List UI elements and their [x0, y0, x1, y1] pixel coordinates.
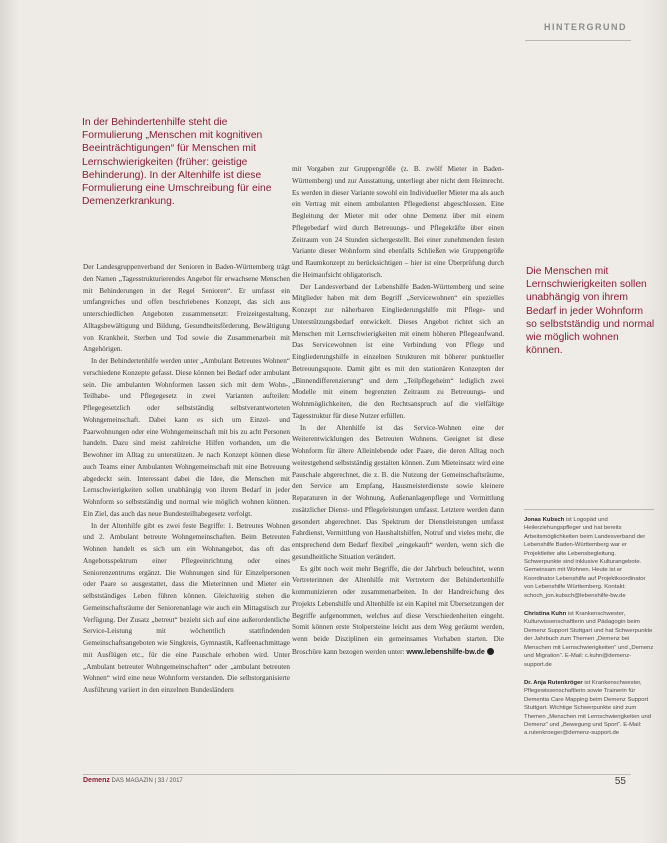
paragraph: Der Landesverband der Lebenshilfe Baden-Württemberg und seine Mitglieder haben mit dem Begriff „Servicewohnen“ ein spezielles Konzept zur näherbaren Eingliederungshilfe mit Pflege- und Unterstützungsbedarf entwickelt. Dieses Angebot richtet sich an Menschen mit Lernschwierigkeiten mit einem höheren Pflegeaufwand. Das Servicewohnen ist eine Verbindung von Pflege und Eingliederungshilfe in einzelnen Strukturen mit höherer punktueller Betreuungsquote. Damit gibt es mit den stationären Konzepten der „Binnendifferenzierung“ und dem „Teilpflegeheim“ lediglich zwei Modelle mit einem begrenzten Zeitraum zu Betreuungs- und Wohnmöglichkeiten, die den Rechtsanspruch auf die vielfältige Tagesstruktur für diese Nutzer erfüllen.	[292, 282, 504, 420]
paragraph: In der Altenhilfe ist das Service-Wohnen eine der Weiterentwicklungen des Betreuten Wohnens. Geeignet ist diese Wohnform für ältere Alleinlebende oder Paare, die deren Alltag noch weitestgehend selbstständig gestalten können. Zum Mieteinsatz wird eine Pauschale abgerechnet, die z. B. die Nutzung der Gemeinschaftsräume, den Service am Empfang, Hausmeisterdienste sowie kleinere Reparaturen in der Wohnung, Außenanlagenpflege und Vermittlung zusätzlicher Dienst- und Pflegeleistungen umfasst. Letztere werden dann gesondert abgerechnet. Das Spektrum der Dienstleistungen umfasst Fahrdienst, Vermittlung von Haushaltshilfen, Notruf und vieles mehr, die entsprechend dem Bedarf flexibel „eingekauft“ werden, wenn sich die gesundheitliche Situation verändert.	[292, 423, 504, 561]
author-entry	[524, 610, 654, 669]
magazine-name: Demenz	[83, 777, 110, 784]
author-bio: ist Krankenschwester, Kulturwissenschaftlerin und Pädagogin beim Demenz Support Stuttgart und hat Schwerpunkte der Jahrbuch zum Themen „Demenz bei Menschen mit Lernschwierigkeiten“ und „Demenz und Migration“. E-Mail: c.kuhn@demenz-support.de	[524, 611, 654, 668]
paragraph: mit Vorgaben zur Gruppengröße (z. B. zwölf Mieter in Baden-Württemberg) und zur Ausstattung, unterliegt aber nicht dem Heimrecht. Es werden in dieser Variante sowohl ein Individueller Mieter ma als auch ein Vertrag mit einem ambulanten Pflegedienst abgeschlossen. Eine Begleitung der Mieter mit oder ohne Demenz über mit einem Pflegebedarf wird durch Betreuungs- und Pflegekräfte über einen Zeitraum von 24 Stunden sichergestellt. Bei einer zunehmenden festen Variante dieser Wohnform sind ebenfalls Schließen wie Gruppengröße und Raumkonzept zu berücksichtigen – hier ist eine Überprüfung durch die Heimaufsicht obligatorisch.	[292, 165, 504, 279]
footer-magazine	[83, 777, 183, 784]
body-column-middle	[292, 164, 504, 659]
footer-divider	[83, 774, 631, 775]
author-entry	[524, 516, 654, 600]
page-number: 55	[614, 776, 626, 787]
pullquote-left: In der Behindertenhilfe steht die Formulierung „Menschen mit kognitiven Beeinträchtigungen“ für Menschen mit Lernschwierigkeiten (früher: geistige Behinderung). In der Altenhilfe ist diese Formulierung eine Umschreibung für eine Demenzerkrankung.	[82, 117, 272, 208]
arrow-circle-icon	[487, 648, 494, 655]
section-divider	[525, 40, 631, 41]
paragraph-text: Es gibt noch weit mehr Begriffe, die der Jahrbuch beleuchtet, wenn Vertreterinnen der Altenhilfe mit Vertretern der Behindertenhilfe kommunizieren oder zusammenarbeiten. In der Handreichung des Projekts Lebenshilfe und Altenhilfe ist ein Kapitel mit Übersetzungen der Begriffe aufgenommen, welches auf diese Verschiedenheiten eingeht. Somit können erste Stolpersteine leicht aus dem Weg geräumt werden, wenn beide Disziplinen ein gemeinsames Vorhaben starten. Die Broschüre kann bezogen werden unter:	[292, 564, 504, 656]
paragraph: Der Landesgruppenverband der Senioren in Baden-Württemberg trägt den Namen „Tagesstrukturierendes Angebot für erwachsene Menschen mit Behinderungen in der Regel Senioren“. Er umfasst ein umfangreiches und offen beschriebenes Konzept, das sich aus unterschiedlichen Angeboten zusammensetzt: Freizeitgestaltung, Alltagsbewältigung und Bildung, Gesundheitsförderung, Bewältigung von Krankheit, Sterben und Tod sowie die Zusammenarbeit mit Angehörigen.	[83, 263, 290, 354]
author-box	[524, 509, 654, 748]
author-divider	[524, 509, 654, 510]
author-bio: ist Logopäd und Heilerziehungspfleger und hat bereits Arbeitsmöglichkeiten beim Landesverband der Lebenshilfe Baden-Württemberg war er Projektleiter alte Lebensbegleitung. Schwerpunkte sind inklusive Kulturangebote. Gemeinsam mit Wohnen. Heute ist er Koordinator Lebenshilfe auf Projektkoordinator von Lebenshilfe Württemberg. Kontakt: schoch_jon.kubsch@lebenshilfe-bw.de	[524, 517, 646, 599]
paragraph: In der Altenhilfe gibt es zwei feste Begriffe: 1. Betreutes Wohnen und 2. Ambulant betreute Wohngemeinschaften. Beim Betreuten Wohnen handelt es sich um ein Wohnangebot, das oft das Angebotsspektrum einer Pflegeeinrichtung oder eines Seniorenzentrums ergänzt. Die Wohnungen sind für Einzelpersonen oder Paare so ausgestattet, dass die Mieterinnen und Mieter ein selbstständiges Leben führen können. Gleichzeitig stehen die Gemeinschaftsräume der Seniorenanlage wie auch ein Mittagstisch zur Verfügung. Der Zusatz „betreut“ bezieht sich auf eine außerordentliche Service-Leistung mit wöchentlich stattfindenden Gemeinschaftsangeboten wie Singkreis, Gymnastik, Kaffeenachmittage mit Ausflügen etc., für die eine Pauschale erhoben wird. Unter „Ambulant betreuter Wohngemeinschaften“ oder „ambulant betreuten Wohnen“ wird eine neue Wohnform verstanden. Die selbstorganisierte Ausführung variiert in den einzelnen Bundesländern	[83, 521, 290, 694]
lebenshilfe-link[interactable]: www.lebenshilfe-bw.de	[406, 646, 485, 656]
body-column-left	[83, 262, 290, 697]
issue-info: DAS MAGAZIN | 33 / 2017	[111, 778, 183, 784]
author-name: Jonas Kubsch	[524, 517, 565, 523]
paragraph: In der Behindertenhilfe werden unter „Ambulant Betreutes Wohnen“ verschiedene Konzepte gefasst. Diese können bei Bedarf oder ambulant sein. Die ambulanten Wohnformen lassen sich mit dem Wohn-, Teilhabe- und Pflegegesetz in zwei Varianten aufteilen: Pflegegesetzlich oder selbstständig selbstverantworteten Wohngemeinschaft. Dabei kann es sich um Einzel- und Paarwohnungen oder eine Wohngemeinschaft mit bis zu acht Personen handeln. Dazu sind meist zahlreiche Hilfen vorhanden, um die Bewohner im Alltag zu unterstützen. Je nach Konzept können diese auch Teams einer Ambulanten Wohngemeinschaft mit eine Betreuung abgedeckt sein. Interessant dabei die Idee, die Menschen mit Lernschwierigkeiten sollen unabhängig von ihrem Bedarf in jeder Wohnform so selbstständig und normal wie möglich wohnen können. Ein Ziel, das auch das neue Bundesteilhabegesetz verfolgt.	[83, 357, 290, 518]
section-label: HINTERGRUND	[544, 22, 627, 32]
pullquote-right: Die Menschen mit Lernschwierigkeiten sollen unabhängig von ihrem Bedarf in jeder Wohnform so selbstständig und normal wie möglich wohnen können.	[526, 266, 655, 357]
author-name: Christina Kuhn	[524, 611, 567, 618]
author-bio: ist Krankenschwester, Pflegewissenschaftlerin sowie Trainerin für Dementia Care Mapping beim Demenz Support Stuttgart. Wichtige Schwerpunkte sind zum Themen „Menschen mit Lernschwierigkeiten und Demenz“ und „Bewegung und Sport“. E-Mail: a.rutenkroeger@demenz-support.de	[524, 679, 652, 737]
author-entry	[524, 679, 654, 738]
author-name: Dr. Anja Rutenkröger	[524, 679, 583, 686]
paragraph-with-link	[292, 564, 504, 659]
